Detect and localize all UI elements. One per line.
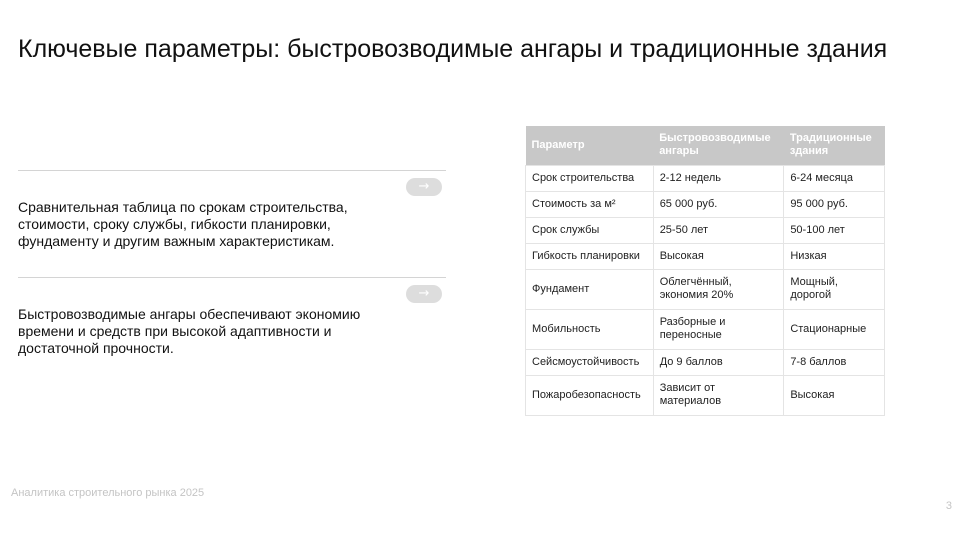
divider bbox=[18, 170, 446, 171]
cell-hangars: Разборные и переносные bbox=[653, 309, 784, 349]
table-row bbox=[526, 217, 885, 243]
comparison-table bbox=[525, 126, 885, 416]
header-parameter: Параметр bbox=[526, 126, 654, 165]
cell-traditional: 6-24 месяца bbox=[784, 165, 885, 191]
cell-hangars: Высокая bbox=[653, 243, 784, 269]
cell-hangars: 65 000 руб. bbox=[653, 191, 784, 217]
cell-hangars: Облегчённый, экономия 20% bbox=[653, 269, 784, 309]
table-row bbox=[526, 243, 885, 269]
header-traditional: Традиционные здания bbox=[784, 126, 885, 165]
table-row bbox=[526, 349, 885, 375]
cell-parameter: Срок службы bbox=[526, 217, 654, 243]
cell-traditional: Низкая bbox=[784, 243, 885, 269]
table-row bbox=[526, 191, 885, 217]
cell-traditional: 50-100 лет bbox=[784, 217, 885, 243]
table-row bbox=[526, 375, 885, 415]
cell-hangars: 25-50 лет bbox=[653, 217, 784, 243]
header-hangars: Быстровозводимые ангары bbox=[653, 126, 784, 165]
table-header-row bbox=[526, 126, 885, 165]
table-row bbox=[526, 165, 885, 191]
slide-title: Ключевые параметры: быстровозводимые ангары и традиционные здания bbox=[18, 35, 888, 63]
cell-hangars: 2-12 недель bbox=[653, 165, 784, 191]
cell-parameter: Мобильность bbox=[526, 309, 654, 349]
cell-traditional: 7-8 баллов bbox=[784, 349, 885, 375]
divider bbox=[18, 277, 446, 278]
footer-text: Аналитика строительного рынка 2025 bbox=[11, 487, 205, 499]
cell-parameter: Сейсмоустойчивость bbox=[526, 349, 654, 375]
cell-parameter: Срок строительства bbox=[526, 165, 654, 191]
key-point-text: Быстровозводимые ангары обеспечивают экономию времени и средств при высокой адаптивности и достаточной прочности. bbox=[18, 306, 361, 356]
cell-hangars: Зависит от материалов bbox=[653, 375, 784, 415]
key-point-text: Сравнительная таблица по срокам строительства, стоимости, сроку службы, гибкости планировки, фундаменту и другим важным характеристикам. bbox=[18, 199, 348, 249]
cell-traditional: 95 000 руб. bbox=[784, 191, 885, 217]
arrow-right-icon[interactable]: → bbox=[406, 178, 442, 196]
cell-parameter: Пожаробезопасность bbox=[526, 375, 654, 415]
table-row bbox=[526, 269, 885, 309]
table-row bbox=[526, 309, 885, 349]
arrow-right-icon[interactable]: → bbox=[406, 285, 442, 303]
cell-hangars: До 9 баллов bbox=[653, 349, 784, 375]
cell-parameter: Стоимость за м² bbox=[526, 191, 654, 217]
cell-parameter: Гибкость планировки bbox=[526, 243, 654, 269]
cell-traditional: Стационарные bbox=[784, 309, 885, 349]
cell-parameter: Фундамент bbox=[526, 269, 654, 309]
page-number: 3 bbox=[945, 500, 952, 512]
cell-traditional: Высокая bbox=[784, 375, 885, 415]
cell-traditional: Мощный, дорогой bbox=[784, 269, 885, 309]
